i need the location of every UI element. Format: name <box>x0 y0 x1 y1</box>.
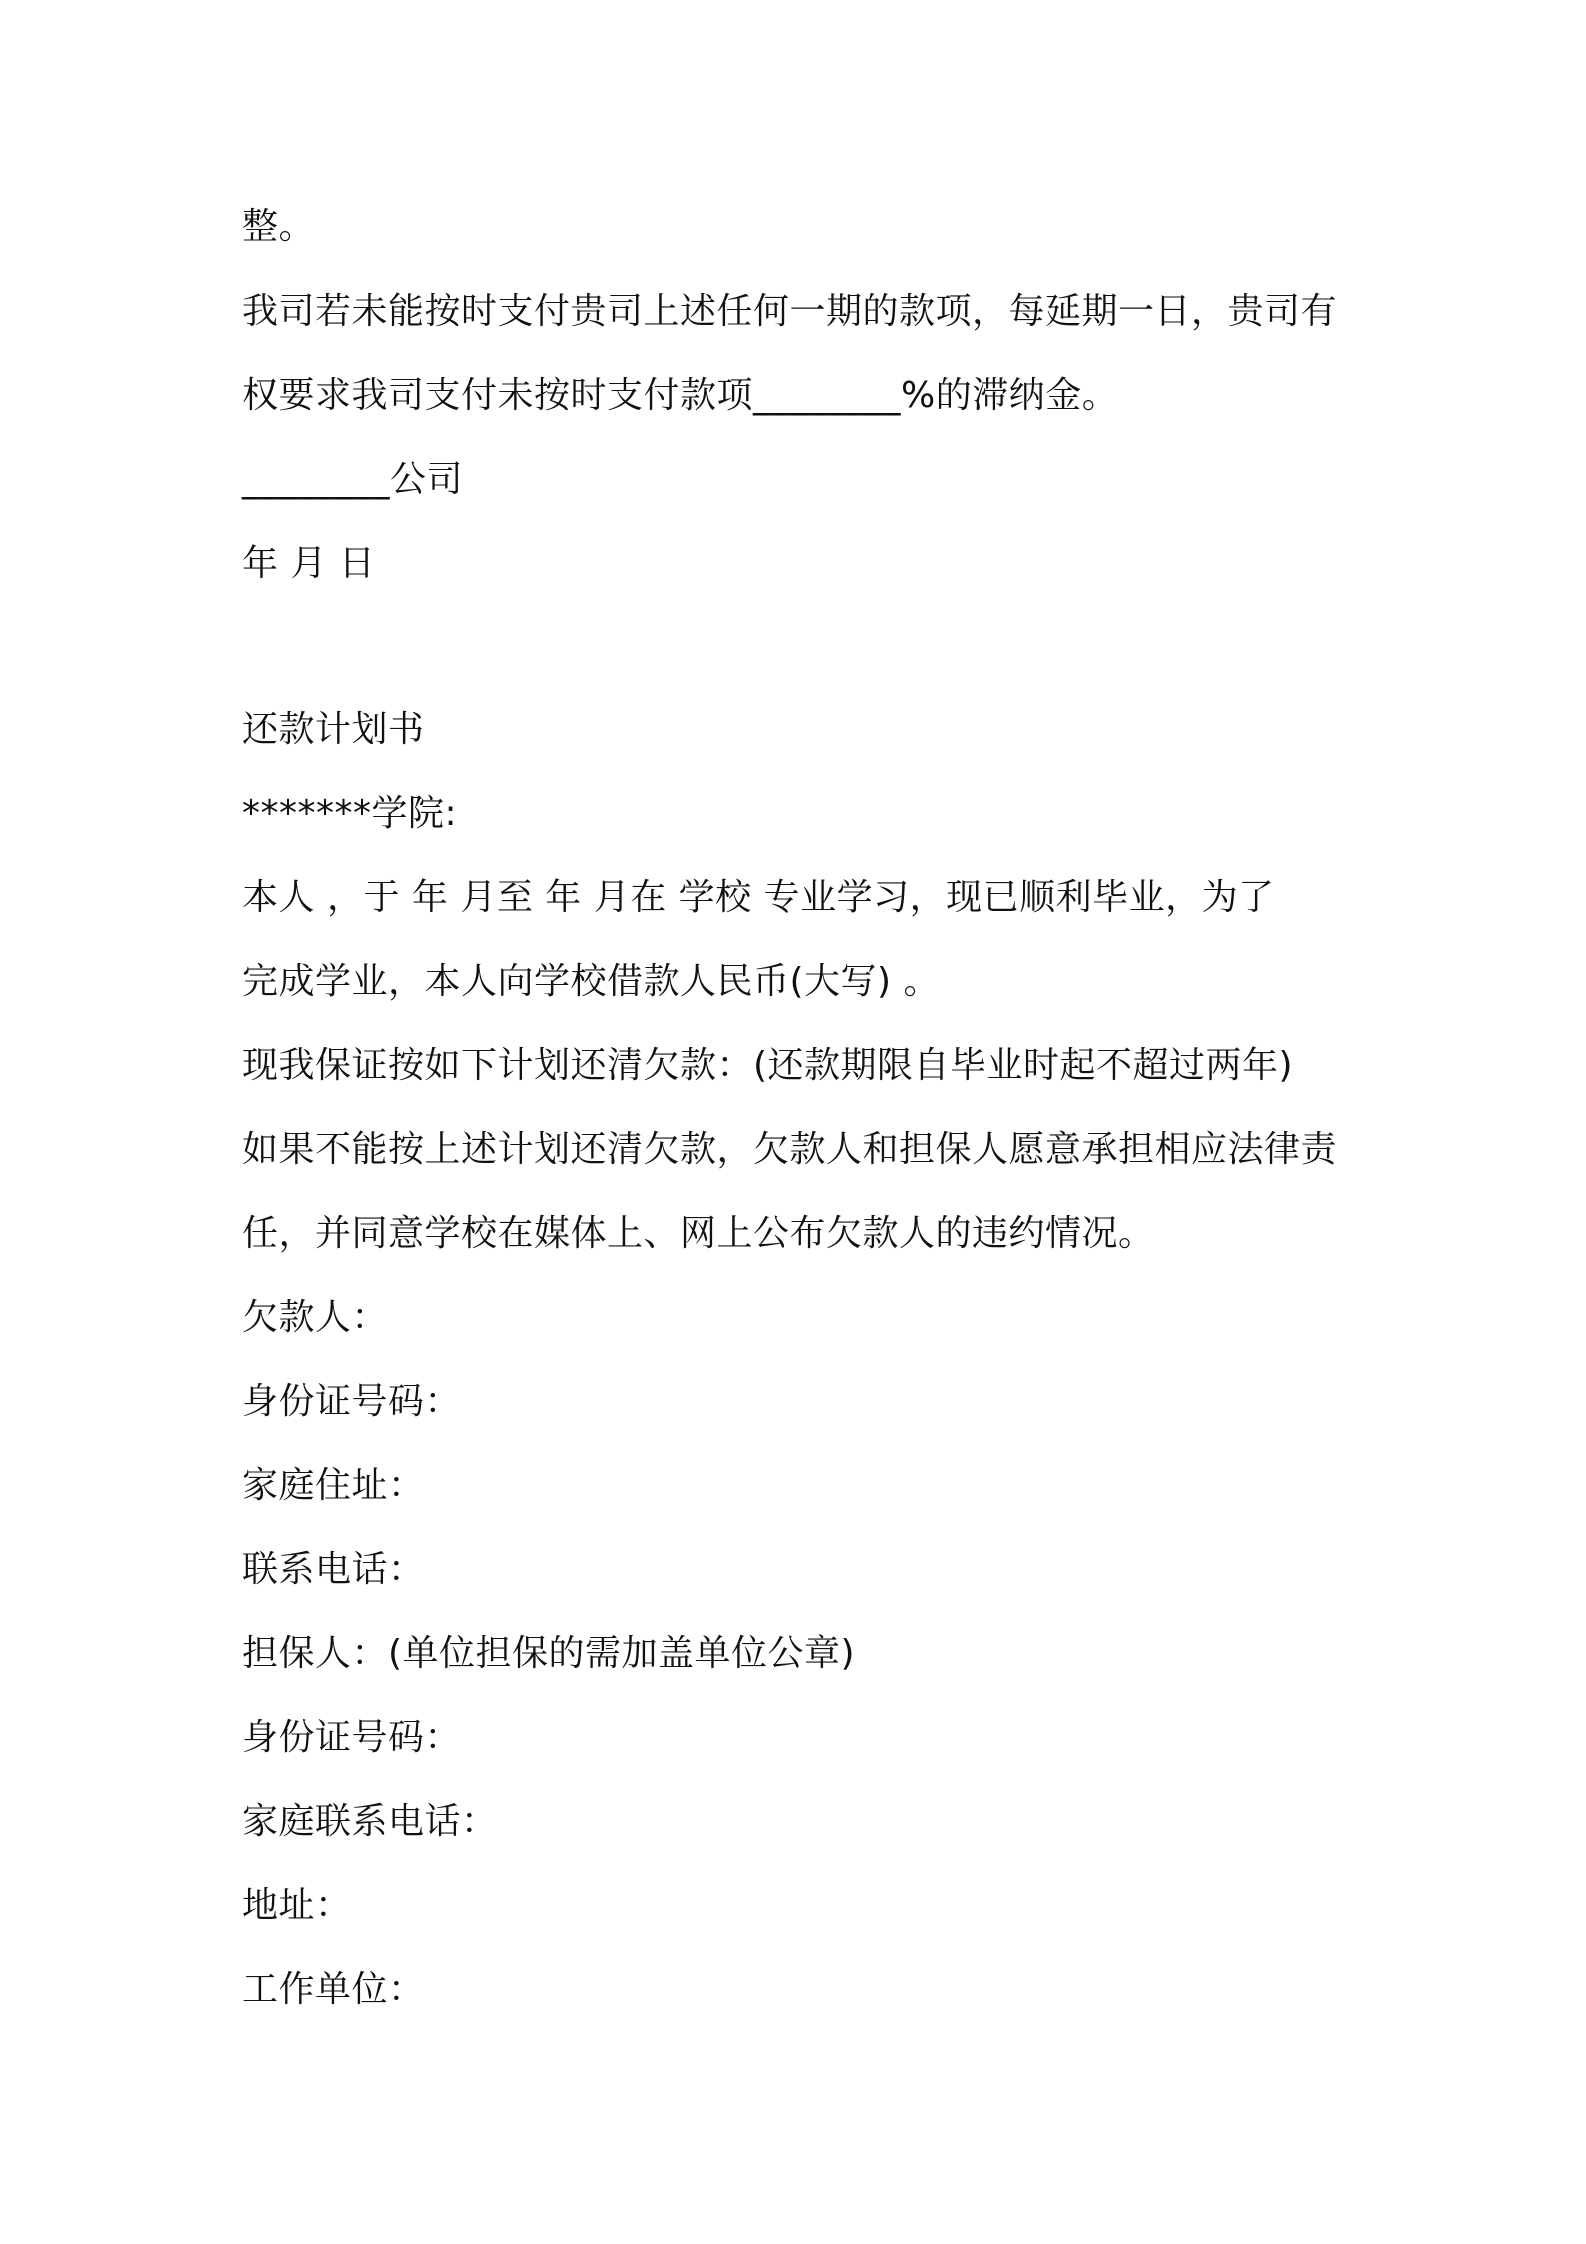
text-line: 我司若未能按时支付贵司上述任何一期的款项，每延期一日，贵司有 <box>242 291 1338 332</box>
addressee: *******学院: <box>242 793 458 834</box>
company-signature: ________公司 <box>242 459 464 500</box>
text-line: 权要求我司支付未按时支付款项________%的滞纳金。 <box>242 375 1119 416</box>
paragraph-line: 如果不能按上述计划还清欠款，欠款人和担保人愿意承担相应法律责 <box>242 1129 1338 1170</box>
field-guarantor: 担保人：(单位担保的需加盖单位公章) <box>242 1633 856 1674</box>
field-workplace: 工作单位： <box>242 1969 425 2010</box>
field-id-number: 身份证号码： <box>242 1381 462 1422</box>
paragraph-line: 任，并同意学校在媒体上、网上公布欠款人的违约情况。 <box>242 1213 1155 1254</box>
field-address: 地址： <box>242 1885 352 1926</box>
paragraph-line: 现我保证按如下计划还清欠款：(还款期限自毕业时起不超过两年) <box>242 1045 1294 1086</box>
field-home-address: 家庭住址： <box>242 1465 425 1506</box>
text-line: 整。 <box>242 206 316 247</box>
field-phone: 联系电话： <box>242 1549 425 1590</box>
paragraph-line: 本人 ，于 年 月至 年 月在 学校 专业学习，现已顺利毕业，为了 <box>242 877 1275 918</box>
paragraph-line: 完成学业，本人向学校借款人民币(大写) 。 <box>242 961 941 1002</box>
field-home-phone: 家庭联系电话： <box>242 1801 498 1842</box>
field-debtor: 欠款人： <box>242 1297 389 1338</box>
date-line: 年 月 日 <box>242 543 376 584</box>
document-title: 还款计划书 <box>242 709 425 750</box>
field-guarantor-id-number: 身份证号码： <box>242 1717 462 1758</box>
